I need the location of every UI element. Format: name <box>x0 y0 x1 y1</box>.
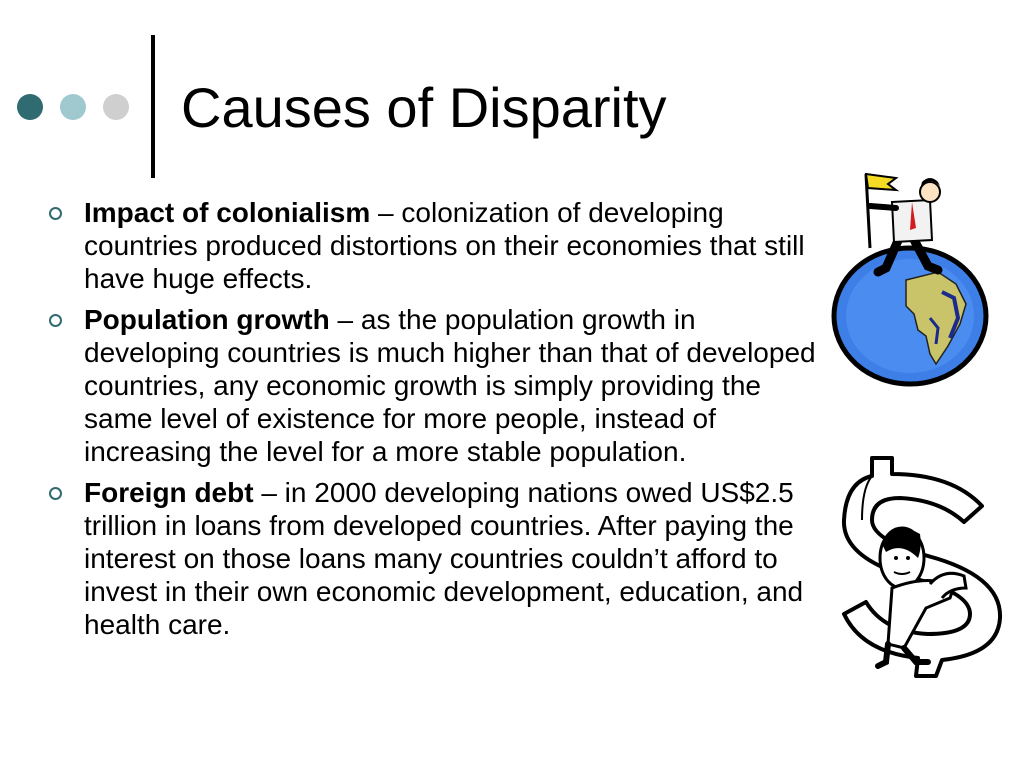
slide-title: Causes of Disparity <box>181 76 667 139</box>
bullet-ring-icon <box>49 207 62 220</box>
bullet-ring-icon <box>49 314 62 327</box>
globe-flag-clipart <box>826 168 996 388</box>
dollar-burden-clipart <box>832 448 1022 678</box>
bullet-term: Population growth <box>84 304 330 335</box>
bullet-ring-icon <box>49 487 62 500</box>
bullet-item <box>45 303 835 468</box>
decor-dot <box>103 94 129 120</box>
decor-dot <box>60 94 86 120</box>
decor-dot <box>17 94 43 120</box>
bullet-item <box>45 196 835 295</box>
bullet-text: – in 2000 developing nations owed US$2.5 trillion in loans from developed countries. After paying the interest on those loans many countries couldn’t afford to invest in their own economic development, education, and health care. <box>84 477 804 640</box>
bullet-item <box>45 476 835 641</box>
bullet-term: Foreign debt <box>84 477 254 508</box>
bullet-text: – as the population growth in developing countries is much higher than that of developed countries, any economic growth is simply providing the same level of existence for more people, instead of increasing the level for a more stable population. <box>84 304 816 467</box>
bullet-term: Impact of colonialism <box>84 197 371 228</box>
bullet-text: – colonization of developing countries produced distortions on their economies that still have huge effects. <box>84 197 805 294</box>
bullet-list <box>45 196 835 649</box>
title-divider <box>151 35 155 178</box>
